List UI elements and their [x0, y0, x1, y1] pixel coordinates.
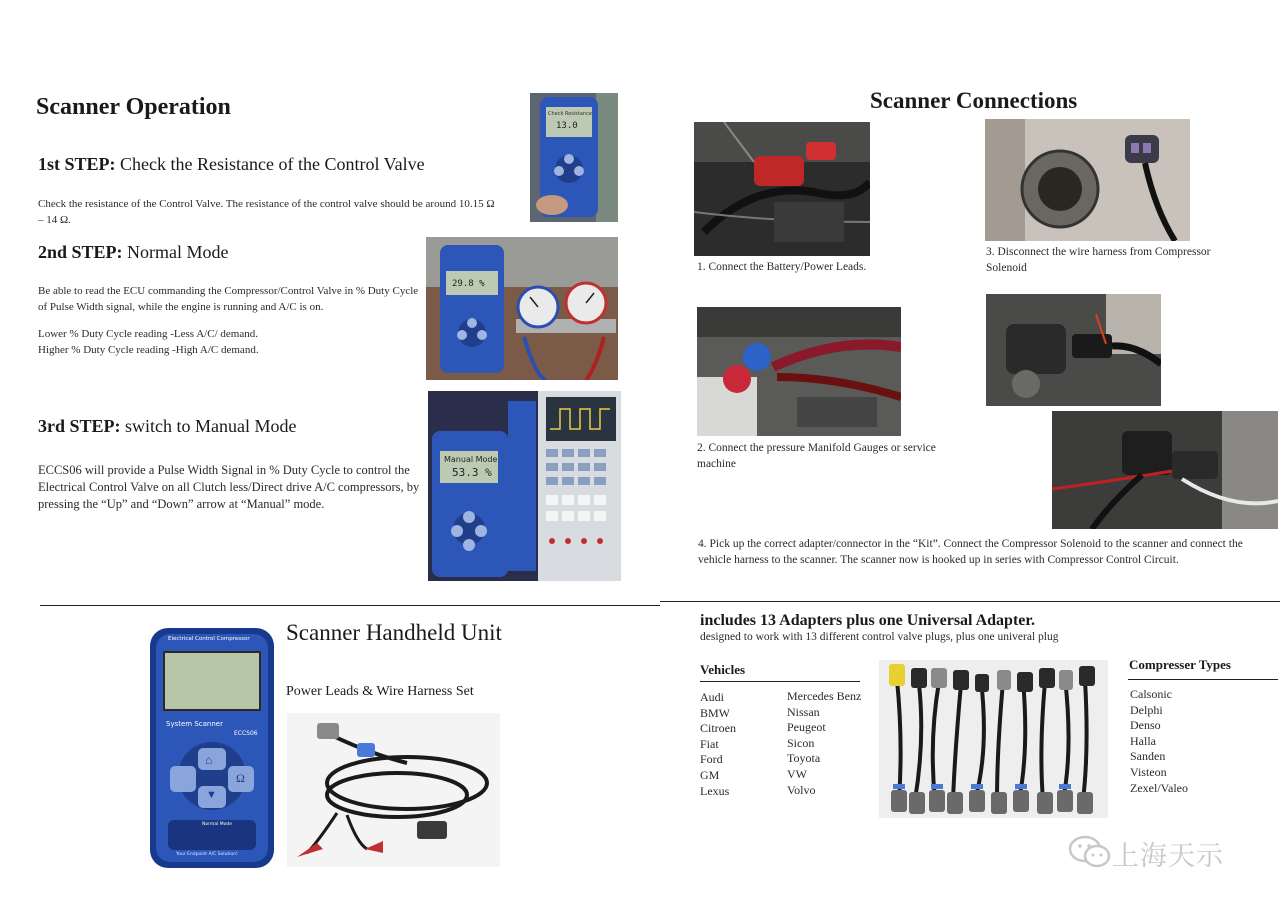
step3-label: 3rd STEP: — [38, 416, 121, 436]
list-item: BMW — [700, 705, 730, 720]
divider-left — [40, 605, 660, 606]
list-item: Ford — [700, 752, 723, 767]
photo-handheld-scanner — [148, 626, 276, 870]
step2-heading-text: Normal Mode — [122, 242, 229, 262]
list-item: Sanden — [1130, 749, 1166, 764]
list-item: Visteon — [1130, 764, 1167, 779]
scanner-operation-title: Scanner Operation — [36, 94, 231, 120]
caption-4: 4. Pick up the correct adapter/connector in the “Kit”. Connect the Compressor Solenoid to the scanner and connect the vehicle harness to the scanner. The scanner now is hooked up in series with Compressor Control Circuit. — [698, 538, 1243, 566]
device-mode-label: Normal Mode — [202, 822, 232, 827]
types-rule — [1128, 679, 1278, 680]
list-item: Volvo — [787, 782, 816, 797]
vehicles-heading: Vehicles — [700, 662, 746, 677]
types-heading: Compresser Types — [1129, 657, 1231, 672]
list-item: Peugeot — [787, 720, 826, 735]
ohm-icon: Ω — [236, 771, 245, 785]
step1-label: 1st STEP: — [38, 154, 116, 174]
vehicles-list-col1 — [700, 690, 736, 799]
device-system-label: System Scanner — [166, 720, 223, 728]
photo-step1-scanner — [530, 93, 618, 222]
screen2-value: 29.8 % — [452, 279, 485, 289]
adapters-title: includes 13 Adapters plus one Universal Adapter. — [700, 612, 1036, 629]
photo-adapter-kit — [879, 660, 1108, 818]
list-item: Nissan — [787, 704, 820, 719]
caption-1: 1. Connect the Battery/Power Leads. — [697, 261, 867, 273]
step3-heading-text: switch to Manual Mode — [120, 416, 297, 436]
step3-heading — [38, 416, 297, 437]
caption-2: 2. Connect the pressure Manifold Gauges or service machine — [697, 442, 936, 470]
caption-3: 3. Disconnect the wire harness from Compressor Solenoid — [986, 246, 1211, 274]
list-item: Denso — [1130, 718, 1161, 733]
step3-text: ECCS06 will provide a Pulse Width Signal in % Duty Cycle to control the Electrical Control Valve on all Clutch less/Direct drive A/C compressors, by pressing the “Up” and “Down” arrow at “Manual” mode. — [38, 463, 420, 511]
vehicles-rule — [700, 681, 860, 682]
device-model-label: ECCS06 — [234, 730, 258, 737]
vehicles-list-col2 — [787, 689, 861, 798]
scanner-connections-title: Scanner Connections — [870, 88, 1078, 113]
step1-text: Check the resistance of the Control Valve. The resistance of the control valve should be around 10.15 Ω – 14 Ω. — [38, 198, 495, 226]
list-item: Fiat — [700, 736, 719, 751]
list-item: Halla — [1130, 733, 1156, 748]
screen3-value: 53.3 % — [452, 466, 492, 479]
screen1-label: Check Resistance — [548, 111, 592, 117]
screen1-value: 13.0 — [556, 121, 578, 131]
list-item: Citroen — [700, 721, 736, 736]
step2-heading — [38, 242, 229, 263]
device-top-label: Electrical Control Compressor — [168, 636, 250, 642]
step2-text: Be able to read the ECU commanding the Compressor/Control Valve in % Duty Cycle of Pulse Width signal, while the engine is running and A/C is on. — [38, 285, 419, 313]
list-item: GM — [700, 767, 720, 782]
step2-label: 2nd STEP: — [38, 242, 123, 262]
photo-manifold-ports — [697, 307, 901, 436]
step2-lower: Lower % Duty Cycle reading -Less A/C/ demand. — [38, 328, 258, 340]
list-item: Delphi — [1130, 702, 1163, 717]
handheld-title: Scanner Handheld Unit — [286, 620, 502, 645]
list-item: Lexus — [700, 783, 730, 798]
divider-right — [660, 601, 1280, 602]
list-item: Audi — [700, 690, 724, 704]
photo-step3-oscilloscope — [428, 391, 621, 581]
photo-compressor-solenoid — [985, 119, 1190, 241]
list-item: Sicon — [787, 735, 815, 750]
photo-battery-leads — [694, 122, 870, 256]
adapters-subtitle: designed to work with 13 different control valve plugs, plus one univeral plug — [700, 631, 1059, 643]
device-footer-label: Your Endpoint A/C Solution! — [176, 852, 238, 857]
wechat-icon — [1068, 834, 1112, 870]
step1-heading-text: Check the Resistance of the Control Valve — [115, 154, 425, 174]
handheld-subtitle: Power Leads & Wire Harness Set — [286, 684, 474, 699]
list-item: VW — [787, 766, 807, 781]
list-item: Toyota — [787, 751, 821, 766]
types-list — [1130, 687, 1188, 796]
step1-heading — [38, 154, 425, 175]
screen3-mode: Manual Mode — [444, 455, 498, 464]
photo-step2-gauges — [426, 237, 618, 380]
arrow-down-icon: ▼ — [206, 789, 217, 801]
home-icon: ⌂ — [205, 753, 213, 767]
watermark-text: 上海天示 — [1112, 841, 1224, 872]
step2-higher: Higher % Duty Cycle reading -High A/C demand. — [38, 344, 259, 356]
photo-disconnected-harness — [986, 294, 1161, 406]
photo-adapter-connected — [1052, 411, 1278, 529]
list-item: Mercedes Benz — [787, 689, 862, 703]
list-item: Calsonic — [1130, 687, 1172, 701]
photo-wire-harness-set — [287, 713, 500, 867]
list-item: Zexel/Valeo — [1130, 780, 1188, 795]
